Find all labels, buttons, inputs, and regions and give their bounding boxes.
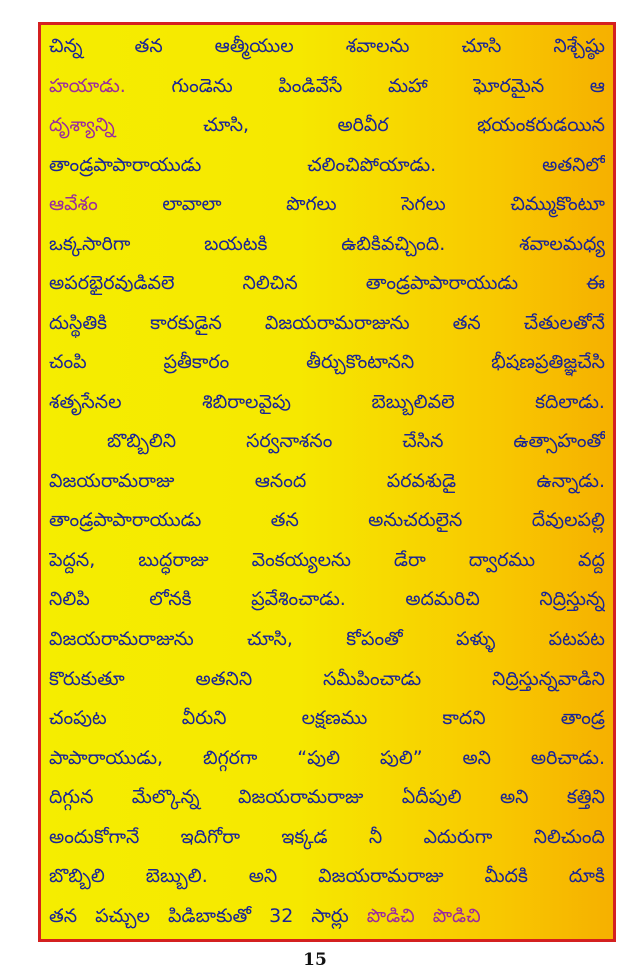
text-line [49,466,605,496]
word: పచ్చుల [95,904,150,927]
word: బొబ్బిలిని [107,430,177,453]
word: శిబిరాలవైపు [202,390,291,413]
word: అనుచరులైన [368,509,463,532]
word: సమీపించాడు [323,667,422,690]
word: దేవులపల్లి [531,509,605,532]
word: లక్షణము [301,707,368,730]
word: చిన్న [49,35,83,57]
text-line [49,624,605,654]
word: ఉబికివచ్చింది. [341,232,446,255]
word: దుస్థితికి [49,311,108,334]
text-line [49,308,605,338]
word: బయటకి [204,232,268,255]
word: పొడిచి [432,904,481,927]
word: నిలిపి [49,588,90,611]
word: పిడిబాకుతో [168,904,252,927]
word: దూకి [568,865,605,888]
word: “పులి [297,746,341,769]
word: పరవశుడై [386,469,457,492]
word: కోపంతో [346,627,403,650]
word: చూసి, [203,114,250,137]
text-line [49,664,605,694]
text-line [49,71,605,101]
word: నీ [368,825,383,848]
text-line [49,505,605,535]
word: ఏదీపులి [401,786,462,809]
text-line [49,268,605,298]
word: సర్వనాశనం [246,430,333,453]
word: నిలిచుంది [533,825,605,848]
text-line [49,229,605,259]
word: ఎదురుగా [423,825,493,848]
text-line [49,743,605,773]
word: పళ్ళు [455,627,496,650]
word: లోనకి [149,588,192,611]
word: ఆత్మీయుల [214,35,294,57]
word: పాపారాయుడు, [49,746,164,769]
word: దృశ్యాన్ని [49,114,115,137]
text-line [49,347,605,377]
word: ఆ [589,74,605,97]
text-line [49,387,605,417]
word: ఇక్కడ [281,825,328,848]
page-frame [38,22,616,942]
word: తన [452,311,481,334]
word: మేల్కొన్న [131,786,200,809]
word: గుండెను [171,74,233,97]
word: బెబ్బులి. [145,865,208,888]
word: అని [462,746,492,769]
word: మీదకి [484,865,528,888]
word: కారకుడైన [150,311,222,334]
word: హయాడు. [49,74,126,97]
word: నిలిచిన [242,272,298,295]
word: తాండ్రపాపారాయుడు [49,153,202,176]
word: సార్లు [311,904,349,927]
word: చేసిన [402,430,444,453]
text-line [49,189,605,219]
text-line [49,426,605,456]
word: విజయరామరాజును [49,627,194,650]
word: కత్తిని [566,786,605,809]
word: చూసి, [247,627,293,650]
word: అందుకోగానే [49,825,140,848]
word: ఘోరమైన [473,74,545,97]
word: చంపి [49,351,87,374]
word: బెబ్బులివలె [371,390,455,413]
word: పులి” [379,746,423,769]
word: అరివీర [337,114,389,137]
word: ఆనంద [254,469,307,492]
word: ద్వారము [468,548,536,571]
word: 32 [269,904,294,927]
word: కదిలాడు. [535,390,605,413]
word: పిండివేసే [278,74,343,97]
word: వద్ద [578,548,605,571]
word: అతనిని [195,667,253,690]
word: చేతులతోనే [523,311,605,334]
word: పటపట [548,627,605,650]
word: అని [499,786,529,809]
word: ఉత్సాహంతో [513,430,605,453]
word: ఉన్నాడు. [536,469,605,492]
word: ఆవేశం [49,193,98,216]
word: పొగలు [286,193,337,216]
word: చూసి [461,35,502,57]
word: తన [134,35,163,57]
word: అతనిలో [542,153,605,176]
word: శవాలను [345,35,410,57]
word: అదమరిచి [405,588,480,611]
word: వీరుని [181,707,227,730]
word: తన [49,904,78,927]
word: విజయరామరాజు [49,469,175,492]
text-line [49,861,605,891]
word: కొరుకుతూ [49,667,125,690]
word: శవాలమధ్య [519,232,605,255]
word: ప్రవేశించాడు. [251,588,346,611]
word: చంపుట [49,707,107,730]
text-line [49,822,605,852]
word: ఇదిగోరా [180,825,241,848]
word: తాండ్రపాపారాయుడు [49,509,202,532]
word: డేరా [393,548,426,571]
word: లావాలా [162,193,222,216]
story-text [49,31,605,931]
word: తాండ్ర [560,707,605,730]
page-number: 15 [303,950,327,970]
word: భయంకరుడయిన [477,114,605,137]
word: అని [248,865,278,888]
word: చిమ్ముకొంటూ [510,193,605,216]
word: ఒక్కసారిగా [49,232,131,255]
word: నిద్రిస్తున్న [539,588,605,611]
text-line [49,545,605,575]
text-line [49,110,605,140]
word: పొడిచి [366,904,415,927]
word: భీషణప్రతిజ్ఞచేసి [491,351,605,374]
word: మహా [387,74,428,97]
text-line [49,31,605,61]
word: నిద్రిస్తున్నవాడిని [492,667,605,690]
word: అరిచాడు. [530,746,605,769]
word: విజయరామరాజు [318,865,444,888]
word: అపరభైరవుడివలె [49,272,175,295]
word: తీర్చుకొంటానని [306,351,415,374]
word: తన [270,509,299,532]
word: వెంకయ్యలను [251,548,351,571]
text-line [49,150,605,180]
word: నిశ్చేష్ఠు [553,35,605,57]
word: సెగలు [401,193,446,216]
word: విజయరామరాజు [238,786,364,809]
word: బిగ్గరగా [202,746,258,769]
word: ప్రతీకారం [163,351,230,374]
word: శతృసేనల [49,390,122,413]
text-line [49,782,605,812]
word: కాదని [442,707,486,730]
text-line [49,584,605,614]
word: బొబ్బిలి [49,865,105,888]
word: తాండ్రపాపారాయుడు [365,272,519,295]
word: చలించిపోయాడు. [307,153,437,176]
word: విజయరామరాజును [264,311,410,334]
word: బుద్ధరాజు [138,548,209,571]
text-line [49,901,605,931]
text-line [49,703,605,733]
word: దిగ్గున [49,786,94,809]
word: పెద్దన, [49,548,96,571]
word: ఈ [586,272,605,295]
